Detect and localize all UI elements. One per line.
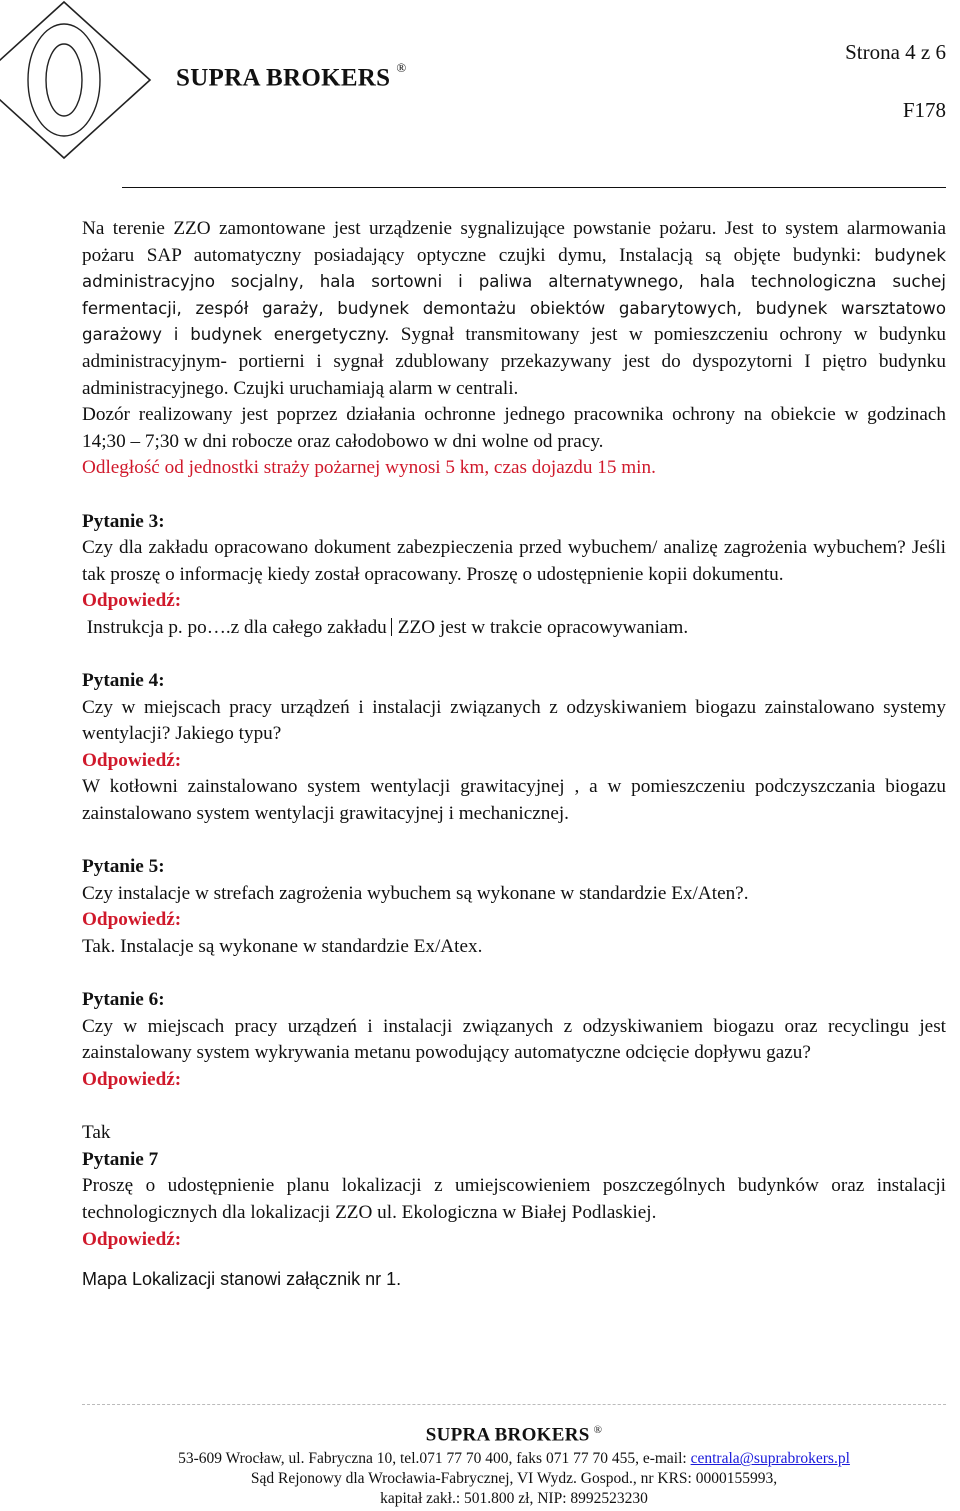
- question-5-text: Czy instalacje w strefach zagrożenia wybuchem są wykonane w standardzie Ex/Aten?.: [82, 882, 749, 904]
- page-number: Strona 4 z 6: [845, 40, 946, 64]
- question-4-text: Czy w miejscach pracy urządzeń i instalacji związanych z odzyskiwaniem biogazu zainstalowano systemy wentylacji? Jakiego typu?: [82, 696, 946, 745]
- answer-5-text: Tak. Instalacje są wykonane w standardzie Ex/Atex.: [82, 936, 483, 958]
- footer-address: 53-609 Wrocław, ul. Fabryczna 10, tel.071 77 70 400, faks 071 77 70 455, e-mail: centrala@suprabrokers.pl: [178, 1450, 850, 1468]
- question-4-title: Pytanie 4:: [82, 670, 165, 692]
- answer-6-label: Odpowiedź:: [82, 1069, 182, 1090]
- guard-paragraph: Dozór realizowany jest poprzez działania ochronne jednego pracownika ochrony na obiekcie w godzinach 14;30 – 7;30 w dni robocze oraz całodobowo w dni wolne od pracy.: [82, 404, 946, 452]
- question-3-text: Czy dla zakładu opracowano dokument zabezpieczenia przed wybuchem/ analizę zagrożenia wybuchem? Jeśli tak proszę o informację kiedy został opracowany. Proszę o udostępnienie kopii dokumentu.: [82, 537, 946, 585]
- company-logo: [0, 0, 170, 160]
- form-code: F178: [902, 98, 946, 122]
- question-6-title: Pytanie 6:: [82, 989, 165, 1011]
- answer-4-text: W kotłowni zainstalowano system wentylacji grawitacyjnej , a w pomieszczeniu podczyszczania biogazu zainstalowano system wentylacji grawitacyjnej i mechanicznej.: [82, 776, 946, 825]
- answer-6-text: Tak: [82, 1122, 111, 1144]
- intro-paragraph: Na terenie ZZO zamontowane jest urządzenie sygnalizujące powstanie pożaru. Jest to system alarmowania pożaru SAP automatyczny posiadający optyczne czujki dymu, Instalacją są objęte budynki: budynek administracyjno socjalny, hala sortowni i paliwa alternatywnego, hala technologiczna suchej fermentacji, zespół garaży, budynek demontażu obiektów gabarytowych, budynek warsztatowo garażowy i budynek energetyczny. Sygnał transmitowany jest w pomieszczeniu ochrony w budynku administracyjnym- portierni i sygnał zdublowany przekazywany jest do dyspozytorni I piętro budynku administracyjnego. Czujki uruchamiają alarm w centrali.: [82, 218, 946, 399]
- question-3-title: Pytanie 3:: [82, 510, 165, 532]
- footer-brand: SUPRA BROKERS ®: [425, 1424, 603, 1446]
- footer-court-info: Sąd Rejonowy dla Wrocławia-Fabrycznej, VI Wydz. Gospod., nr KRS: 0000155993,: [250, 1470, 778, 1488]
- text-cursor: [391, 618, 392, 636]
- answer-5-label: Odpowiedź:: [82, 909, 182, 931]
- registered-mark: ®: [396, 60, 407, 75]
- header-divider: [122, 187, 946, 188]
- brand-name: SUPRA BROKERS ®: [176, 60, 407, 92]
- answer-7-text: Mapa Lokalizacji stanowi załącznik nr 1.: [82, 1269, 402, 1290]
- document-body: [82, 216, 946, 1293]
- footer-email-link[interactable]: centrala@suprabrokers.pl: [690, 1450, 850, 1468]
- answer-4-label: Odpowiedź:: [82, 749, 182, 771]
- answer-7-label: Odpowiedź:: [82, 1228, 182, 1250]
- footer-divider: [82, 1404, 946, 1405]
- answer-3-label: Odpowiedź:: [82, 590, 182, 612]
- question-7-text: Proszę o udostępnienie planu lokalizacji z umiejscowieniem poszczególnych budynków oraz instalacji technologicznych dla lokalizacji ZZO ul. Ekologiczna w Białej Podlaskiej.: [82, 1175, 946, 1223]
- question-5-title: Pytanie 5:: [82, 856, 165, 878]
- footer-capital-info: kapitał zakł.: 501.800 zł, NIP: 8992523230: [380, 1490, 648, 1508]
- footer: [82, 1420, 946, 1509]
- question-7-title: Pytanie 7: [82, 1148, 159, 1170]
- fire-station-distance: Odległość od jednostki straży pożarnej wynosi 5 km, czas dojazdu 15 min.: [82, 457, 656, 479]
- question-6-text: Czy w miejscach pracy urządzeń i instalacji związanych z odzyskiwaniem biogazu oraz recyclingu jest zainstalowany system wykrywania metanu powodujący automatyczne odcięcie dopływu gazu?: [82, 1015, 946, 1064]
- answer-3-text: Instrukcja p. po….z dla całego zakładu ZZO jest w trakcie opracowywaniam.: [86, 616, 689, 638]
